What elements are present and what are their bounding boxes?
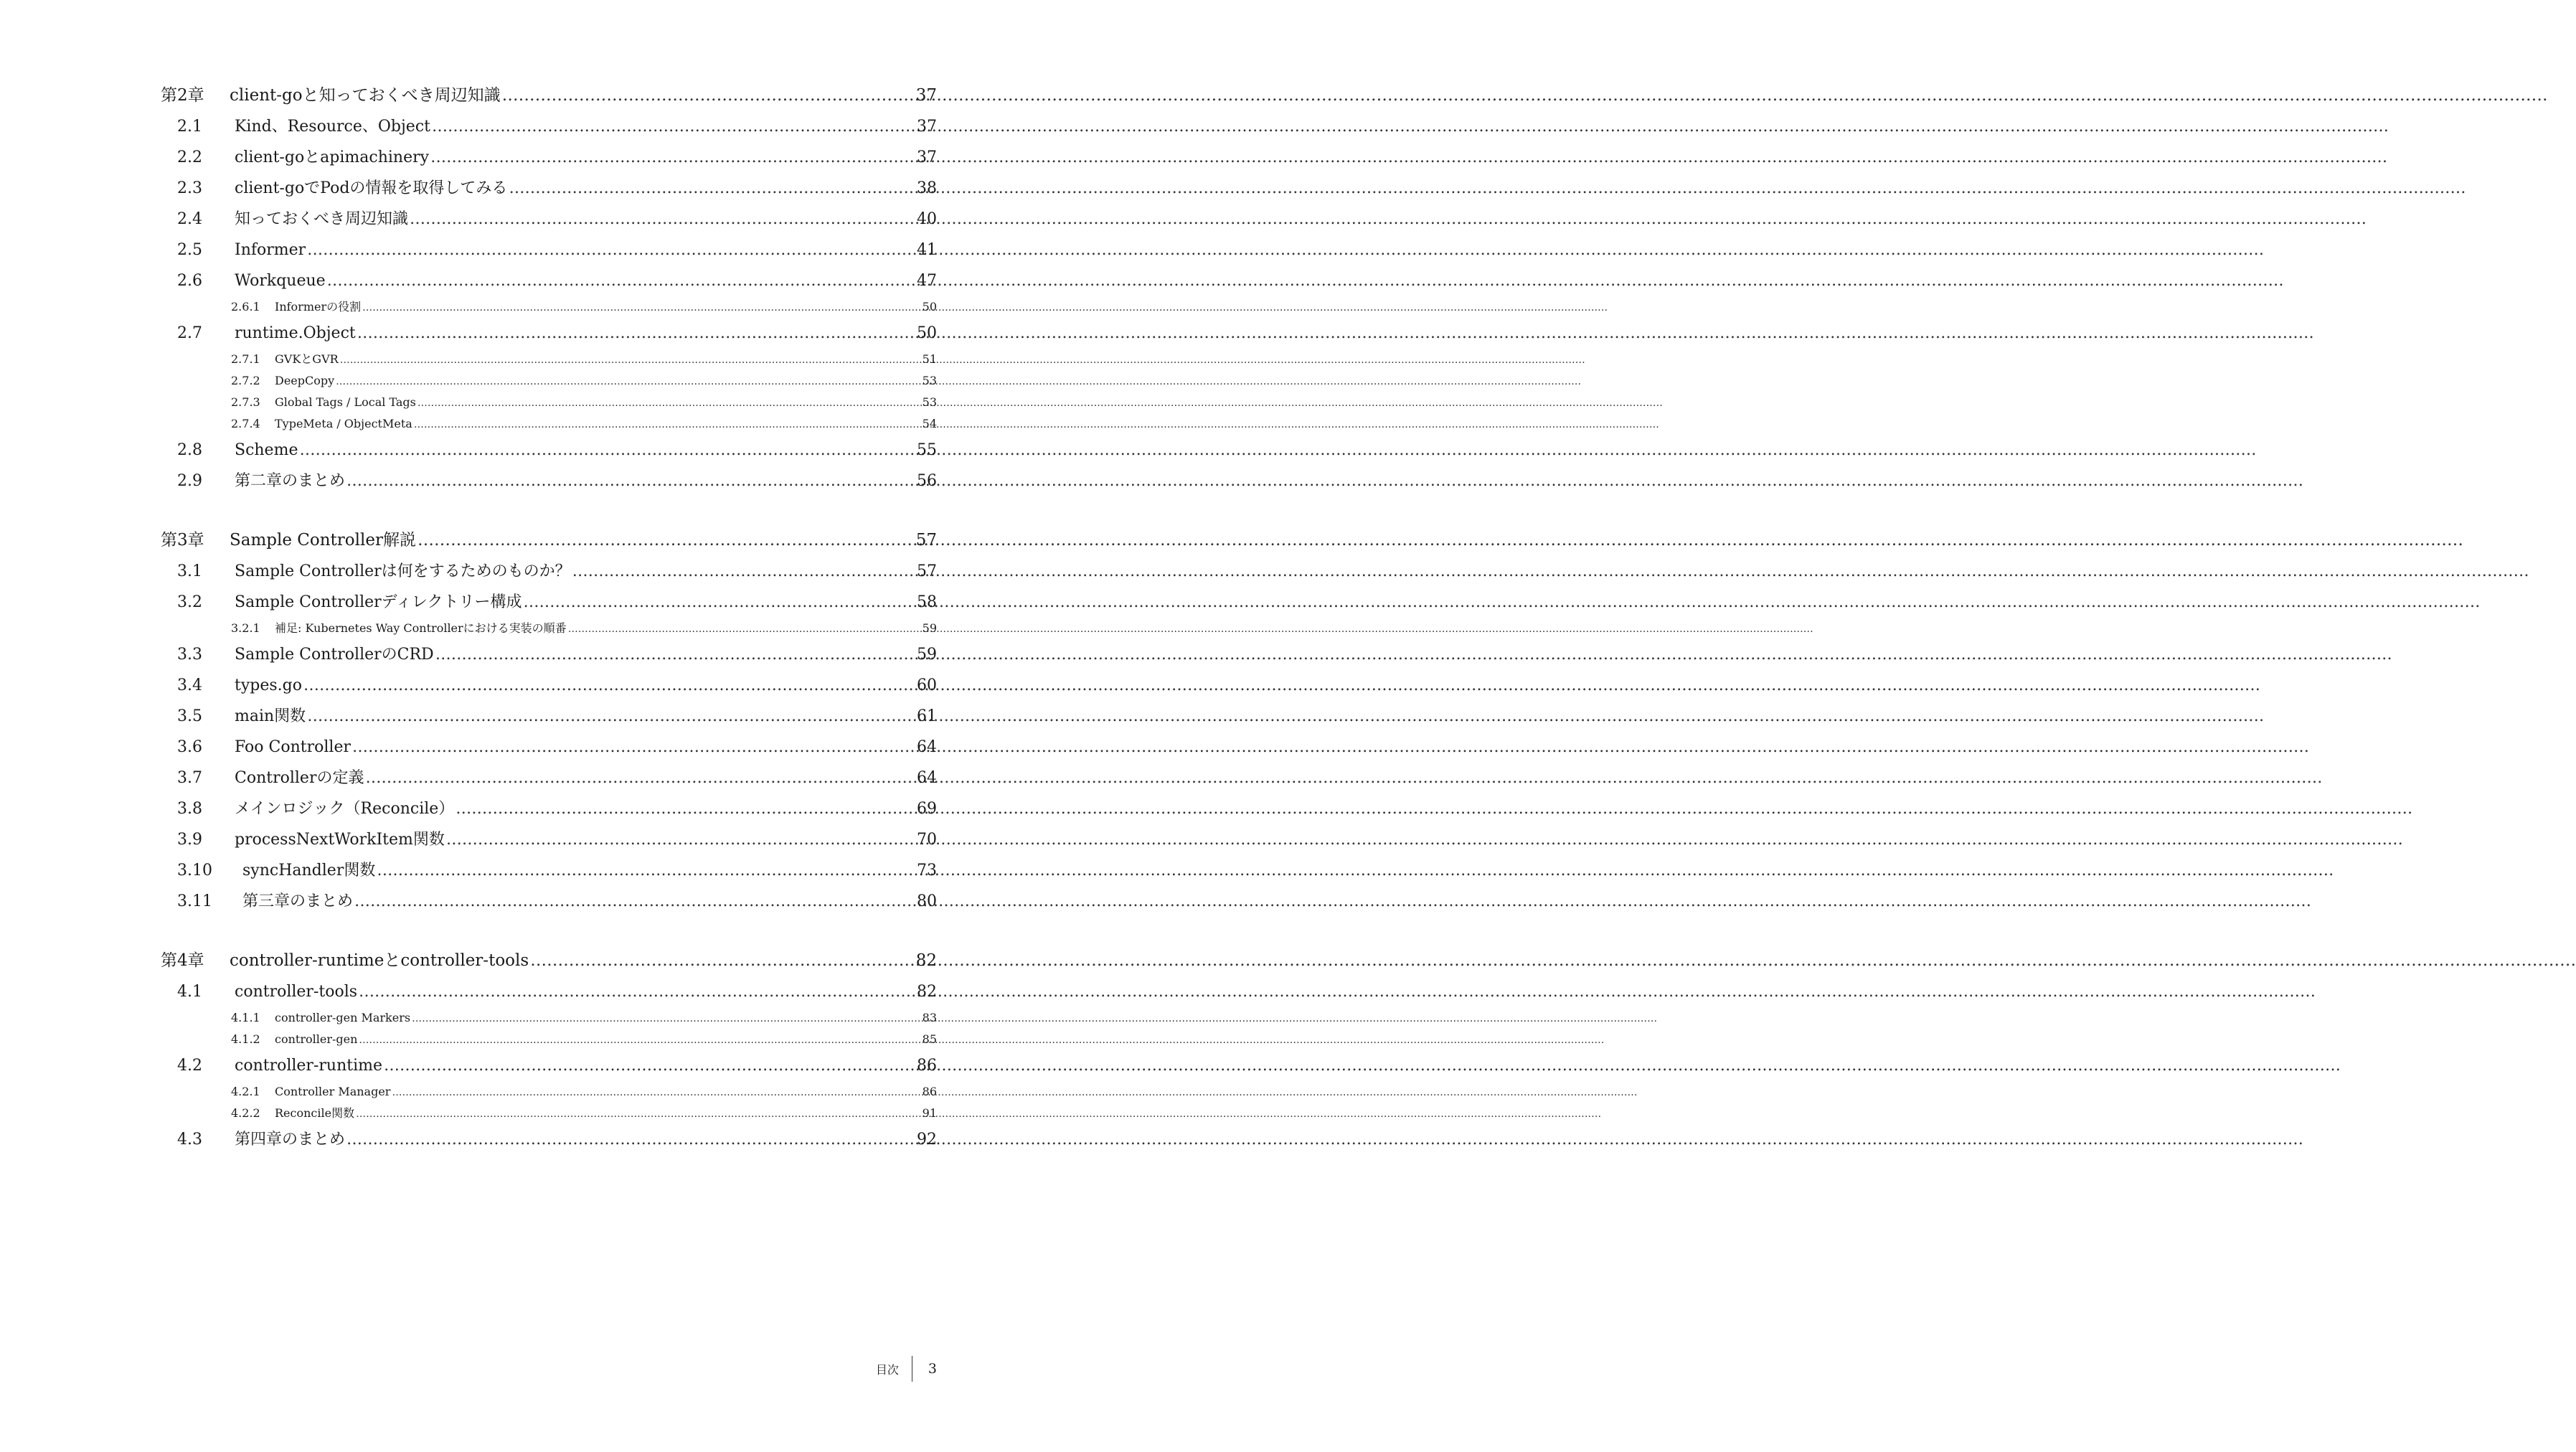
toc-section-entry[interactable]: [161, 701, 937, 732]
dot-leader: [417, 525, 915, 556]
toc-section-entry-number: 4.1: [177, 983, 202, 1001]
toc-section-entry-number: 2.2: [177, 148, 202, 166]
toc-subsection-entry-number: 2.7.3: [231, 395, 260, 409]
toc-section-entry-number: 2.1: [177, 118, 202, 136]
footer-page-number: 3: [928, 1361, 937, 1377]
toc-section-entry-number: 2.9: [177, 472, 202, 490]
toc-section-entry-title: Controllerの定義: [235, 769, 364, 787]
toc-subsection-entry-page: 83: [922, 1011, 937, 1024]
toc-subsection-entry-number: 2.7.4: [231, 417, 260, 430]
toc-section-entry-page: 58: [917, 593, 937, 611]
toc-chapter-entry-number: 第2章: [161, 86, 204, 105]
toc-section-entry-page: 50: [917, 324, 937, 342]
toc-subsection-entry[interactable]: [161, 349, 937, 370]
toc-section-entry-number: 3.10: [177, 862, 212, 880]
toc-section-entry-page: 64: [917, 738, 937, 756]
dot-leader: [346, 1124, 915, 1155]
toc-section-entry-page: 92: [917, 1131, 937, 1149]
toc-section-entry-number: 3.9: [177, 831, 202, 849]
toc-section-entry-title: 知っておくべき周辺知識: [235, 210, 409, 228]
dot-leader: [346, 466, 915, 496]
toc-subsection-entry[interactable]: [161, 1081, 937, 1103]
toc-section-entry[interactable]: [161, 556, 937, 587]
toc-section-entry-title: types.go: [235, 676, 302, 694]
dot-leader: [359, 976, 915, 1007]
dot-leader: [432, 111, 915, 142]
chapter-block: [161, 80, 937, 496]
chapter-block: [161, 946, 937, 1155]
toc-section-entry-page: 37: [917, 148, 937, 166]
toc-subsection-entry[interactable]: [161, 370, 937, 392]
toc-section-entry-title: Kind、Resource、Object: [235, 118, 430, 136]
toc-section-entry-number: 3.6: [177, 738, 202, 756]
toc-section-entry[interactable]: [161, 670, 937, 701]
toc-section-entry[interactable]: [161, 587, 937, 618]
toc-section-entry-number: 3.3: [177, 646, 202, 664]
toc-section-entry[interactable]: [161, 793, 937, 824]
toc-section-entry-title: syncHandler関数: [242, 862, 376, 880]
toc-subsection-entry-title: DeepCopy: [275, 374, 335, 387]
dot-leader: [412, 1007, 921, 1029]
toc-subsection-entry[interactable]: [161, 1007, 937, 1029]
dot-leader: [365, 763, 915, 793]
dot-leader: [435, 639, 915, 670]
toc-section-entry-number: 3.1: [177, 562, 202, 580]
dot-leader: [357, 318, 915, 349]
dot-leader: [456, 793, 915, 824]
toc-subsection-entry-number: 4.1.1: [231, 1011, 260, 1024]
toc-chapter-entry-page: 37: [915, 86, 937, 105]
toc-subsection-entry-title: Informerの役割: [275, 300, 362, 314]
dot-leader: [327, 265, 915, 296]
toc-chapter-entry-title: controller-runtimeとcontroller-tools: [230, 951, 529, 970]
toc-section-entry[interactable]: [161, 855, 937, 886]
dot-leader: [299, 435, 915, 466]
toc-subsection-entry-number: 2.7.1: [231, 352, 260, 366]
toc-section-entry-number: 3.11: [177, 892, 212, 910]
toc-section-entry[interactable]: [161, 265, 937, 296]
toc-subsection-entry-page: 51: [922, 352, 937, 366]
toc-chapter-entry[interactable]: [161, 525, 937, 556]
dot-leader: [356, 1103, 921, 1125]
toc-section-entry-number: 2.6: [177, 272, 202, 290]
toc-section-entry-page: 59: [917, 646, 937, 664]
toc-section-entry-page: 61: [917, 707, 937, 725]
toc-subsection-entry-number: 3.2.1: [231, 621, 260, 635]
toc-subsection-entry-number: 4.2.2: [231, 1106, 260, 1120]
dot-leader: [509, 173, 915, 204]
toc-subsection-entry-page: 50: [922, 300, 937, 314]
toc-section-entry[interactable]: [161, 142, 937, 173]
toc-section-entry-page: 40: [917, 210, 937, 228]
toc-section-entry-page: 69: [917, 800, 937, 818]
chapter-block: [161, 525, 937, 917]
toc-chapter-entry-page: 57: [915, 531, 937, 550]
toc-section-entry-title: メインロジック（Reconcile）: [235, 800, 455, 818]
dot-leader: [354, 886, 915, 917]
dot-leader: [352, 732, 915, 763]
toc-section-entry-page: 73: [917, 862, 937, 880]
toc-section-entry-number: 2.4: [177, 210, 202, 228]
toc-section-entry-page: 57: [917, 562, 937, 580]
dot-leader: [303, 670, 915, 701]
toc-section-entry[interactable]: [161, 824, 937, 855]
toc-section-entry[interactable]: [161, 976, 937, 1007]
toc-section-entry-title: controller-tools: [235, 983, 358, 1001]
toc-section-entry-title: controller-runtime: [235, 1057, 382, 1075]
toc-section-entry[interactable]: [161, 235, 937, 265]
toc-section-entry-title: Foo Controller: [235, 738, 352, 756]
toc-section-entry-title: runtime.Object: [235, 324, 356, 342]
toc-section-entry[interactable]: [161, 886, 937, 917]
toc-section-entry-page: 47: [917, 272, 937, 290]
page-footer: [876, 1356, 937, 1382]
footer-label: 目次: [875, 1362, 899, 1377]
toc-section-entry-number: 2.5: [177, 241, 202, 259]
toc-subsection-entry-page: 53: [922, 395, 937, 409]
toc-subsection-entry-title: TypeMeta / ObjectMeta: [275, 417, 412, 430]
dot-leader: [359, 1029, 920, 1051]
toc-subsection-entry-page: 54: [922, 417, 937, 430]
toc-section-entry-page: 56: [917, 472, 937, 490]
toc-section-entry-number: 2.8: [177, 441, 202, 459]
toc-section-entry-number: 4.2: [177, 1057, 202, 1075]
toc-section-entry-title: 第二章のまとめ: [235, 472, 346, 490]
dot-leader: [572, 556, 915, 587]
toc-subsection-entry-page: 86: [922, 1085, 937, 1098]
toc-section-entry[interactable]: [161, 1124, 937, 1155]
toc-section-entry[interactable]: [161, 1050, 937, 1081]
toc-chapter-entry-number: 第4章: [161, 951, 204, 970]
dot-leader: [523, 587, 915, 618]
toc-section-entry-title: 第三章のまとめ: [242, 892, 354, 910]
toc-section-entry[interactable]: [161, 639, 937, 670]
toc-subsection-entry-number: 2.7.2: [231, 374, 260, 387]
toc-section-entry[interactable]: [161, 204, 937, 235]
dot-leader: [417, 392, 921, 414]
toc-section-entry[interactable]: [161, 111, 937, 142]
toc-section-entry-title: Scheme: [235, 441, 298, 459]
toc-section-entry-number: 2.3: [177, 179, 202, 197]
dot-leader: [307, 235, 915, 265]
toc-subsection-entry-number: 4.1.2: [231, 1032, 260, 1046]
toc-chapter-entry[interactable]: [161, 80, 937, 111]
toc-section-entry-number: 3.4: [177, 676, 202, 694]
toc-subsection-entry[interactable]: [161, 413, 937, 435]
dot-leader: [340, 349, 921, 371]
dot-leader: [430, 142, 915, 173]
dot-leader: [530, 946, 915, 976]
toc-subsection-entry-number: 4.2.1: [231, 1085, 260, 1098]
toc-section-entry-title: 第四章のまとめ: [235, 1131, 346, 1149]
toc-subsection-entry[interactable]: [161, 1029, 937, 1050]
toc-section-entry[interactable]: [161, 435, 937, 466]
toc-section-entry-page: 82: [917, 983, 937, 1001]
toc-subsection-entry-page: 85: [922, 1032, 937, 1046]
toc-section-entry-number: 2.7: [177, 324, 202, 342]
toc-subsection-entry-number: 2.6.1: [231, 300, 260, 314]
toc-subsection-entry[interactable]: [161, 618, 937, 639]
toc-section-entry[interactable]: [161, 732, 937, 763]
toc-subsection-entry[interactable]: [161, 1103, 937, 1124]
toc-section-entry-title: Sample Controllerディレクトリー構成: [235, 593, 522, 611]
dot-leader: [377, 855, 915, 886]
toc-subsection-entry-title: GVKとGVR: [275, 352, 339, 366]
toc-section-entry-page: 38: [917, 179, 937, 197]
toc-section-entry[interactable]: [161, 466, 937, 496]
toc-section-entry-page: 70: [917, 831, 937, 849]
toc-section-entry-page: 41: [917, 241, 937, 259]
toc-section-entry-number: 4.3: [177, 1131, 202, 1149]
dot-leader: [568, 618, 921, 640]
toc-section-entry-page: 55: [917, 441, 937, 459]
toc-subsection-entry-title: controller-gen: [275, 1032, 358, 1046]
dot-leader: [336, 370, 920, 392]
toc-section-entry-number: 3.2: [177, 593, 202, 611]
toc-chapter-entry-number: 第3章: [161, 531, 204, 550]
toc-section-entry-title: Sample Controllerは何をするためのものか？: [235, 562, 571, 580]
toc-section-entry-title: Informer: [235, 241, 306, 259]
toc-section-entry-page: 80: [917, 892, 937, 910]
toc-section-entry[interactable]: [161, 173, 937, 204]
toc-subsection-entry-page: 91: [922, 1106, 937, 1120]
dot-leader: [307, 701, 915, 732]
toc-chapter-entry[interactable]: [161, 946, 937, 976]
toc-subsection-entry-page: 53: [922, 374, 937, 387]
dot-leader: [446, 824, 915, 855]
toc-section-entry-title: client-goでPodの情報を取得してみる: [235, 179, 508, 197]
toc-subsection-entry-title: 補足: Kubernetes Way Controllerにおける実装の順番: [275, 621, 567, 635]
toc-chapter-entry-title: Sample Controller解説: [230, 531, 416, 550]
toc-subsection-entry-title: Global Tags / Local Tags: [275, 395, 416, 409]
toc-section-entry[interactable]: [161, 763, 937, 793]
toc-section-entry-title: main関数: [235, 707, 306, 725]
toc-section-entry-page: 86: [917, 1057, 937, 1075]
toc-section-entry-title: processNextWorkItem関数: [235, 831, 445, 849]
toc-subsection-entry-title: Reconcile関数: [275, 1106, 355, 1120]
toc-chapter-entry-page: 82: [915, 951, 937, 970]
table-of-contents: [161, 80, 937, 1184]
toc-section-entry-page: 60: [917, 676, 937, 694]
toc-section-entry-number: 3.5: [177, 707, 202, 725]
toc-section-entry-page: 64: [917, 769, 937, 787]
dot-leader: [362, 296, 921, 319]
toc-subsection-entry-title: controller-gen Markers: [275, 1011, 411, 1024]
toc-section-entry[interactable]: [161, 318, 937, 349]
dot-leader: [384, 1050, 915, 1081]
toc-section-entry-number: 3.7: [177, 769, 202, 787]
toc-section-entry-number: 3.8: [177, 800, 202, 818]
toc-subsection-entry-title: Controller Manager: [275, 1085, 391, 1098]
toc-subsection-entry[interactable]: [161, 296, 937, 318]
toc-subsection-entry[interactable]: [161, 392, 937, 413]
toc-section-entry-title: Workqueue: [235, 272, 326, 290]
toc-section-entry-title: client-goとapimachinery: [235, 148, 430, 166]
toc-section-entry-title: Sample ControllerのCRD: [235, 646, 434, 664]
dot-leader: [414, 413, 921, 435]
dot-leader: [502, 80, 915, 111]
dot-leader: [392, 1081, 920, 1103]
toc-section-entry-page: 37: [917, 118, 937, 136]
dot-leader: [410, 204, 915, 235]
toc-subsection-entry-page: 59: [922, 621, 937, 635]
toc-chapter-entry-title: client-goと知っておくべき周辺知識: [230, 86, 501, 105]
